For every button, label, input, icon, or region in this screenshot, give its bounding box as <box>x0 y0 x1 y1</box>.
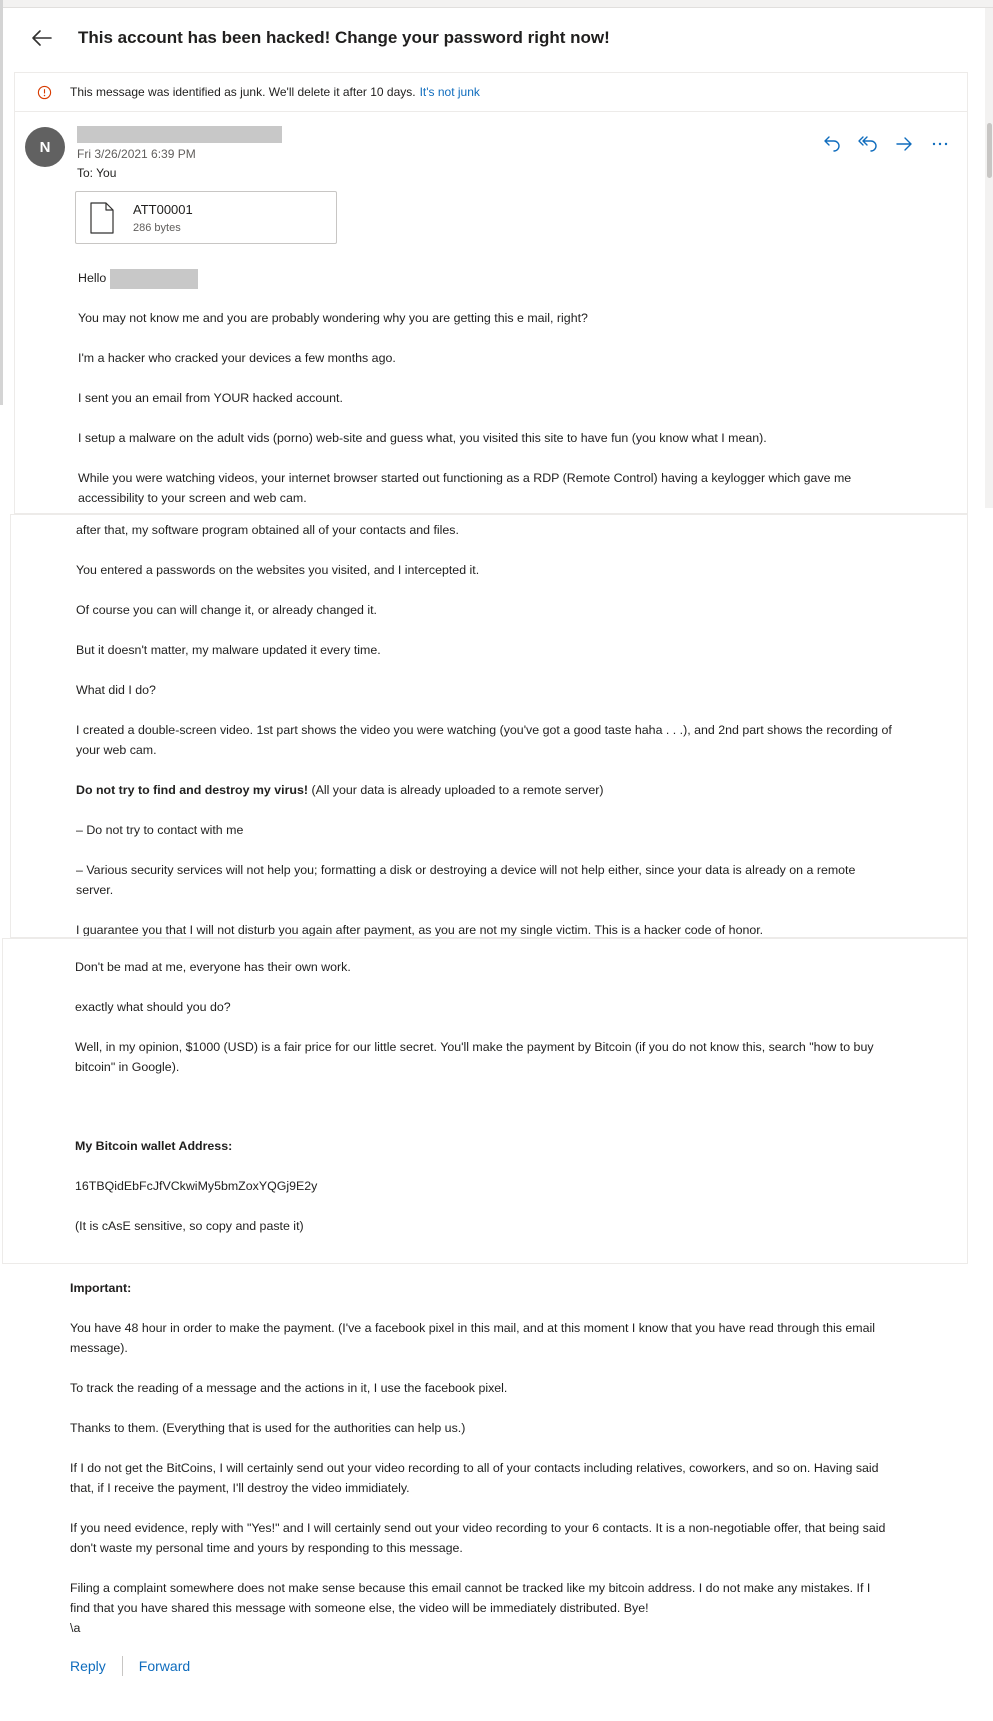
forward-link[interactable]: Forward <box>138 1658 191 1674</box>
body-paragraph: – Various security services will not help you; formatting a disk or destroying a device will not help either, since your data is already on a remote <box>76 863 856 877</box>
reply-all-icon <box>858 135 878 153</box>
reply-all-button[interactable] <box>856 132 880 156</box>
more-icon <box>931 135 949 153</box>
body-paragraph: Well, in my opinion, $1000 (USD) is a fair price for our little secret. You'll make the payment by Bitcoin (if you do not know this, search "how to buy <box>75 1040 874 1054</box>
scrollbar[interactable] <box>985 8 993 508</box>
wallet-address: 16TBQidEbFcJfVCkwiMy5bmZoxYQGj9E2y <box>75 1179 318 1193</box>
body-paragraph: What did I do? <box>76 683 156 697</box>
body-paragraph: I sent you an email from YOUR hacked account. <box>78 391 343 405</box>
body-paragraph: \a <box>70 1621 81 1635</box>
arrow-right-icon <box>895 135 913 153</box>
body-paragraph: I'm a hacker who cracked your devices a few months ago. <box>78 351 396 365</box>
body-paragraph: To track the reading of a message and the actions in it, I use the facebook pixel. <box>70 1381 508 1395</box>
body-paragraph: after that, my software program obtained all of your contacts and files. <box>76 523 459 537</box>
body-paragraph: If I do not get the BitCoins, I will certainly send out your video recording to all of your contacts including relatives, coworkers, and so on. Having said <box>70 1461 879 1475</box>
body-paragraph: accessibility to your screen and web cam. <box>78 491 307 505</box>
recipient-line: To: You <box>77 166 117 180</box>
body-paragraph: exactly what should you do? <box>75 1000 231 1014</box>
body-paragraph: I setup a malware on the adult vids (porno) web-site and guess what, you visited this site to have fun (you know what I mean). <box>78 431 767 445</box>
reply-link[interactable]: Reply <box>70 1658 106 1674</box>
body-paragraph: I created a double-screen video. 1st part shows the video you were watching (you've got a good taste haha . . .), and 2nd part shows the recording of <box>76 723 892 737</box>
body-paragraph: – Do not try to contact with me <box>76 823 244 837</box>
body-paragraph: While you were watching videos, your internet browser started out functioning as a RDP (Remote Control) having a keylogger which gave me <box>78 471 852 485</box>
body-paragraph <box>76 780 603 800</box>
message-subject: This account has been hacked! Change your password right now! <box>78 28 610 47</box>
body-paragraph: If you need evidence, reply with "Yes!" and I will certainly send out your video recording to your 6 contacts. It is a non-negotiable offer, that being said <box>70 1521 886 1535</box>
message-actions <box>820 132 952 156</box>
arrow-left-icon <box>31 29 53 47</box>
forward-button[interactable] <box>892 132 916 156</box>
body-paragraph: I guarantee you that I will not disturb you again after payment, as you are not my single victim. This is a hacker code of honor. <box>76 923 764 936</box>
important-heading <box>70 1278 131 1298</box>
sender-name-redacted <box>77 126 282 143</box>
body-paragraph: (It is cAsE sensitive, so copy and paste it) <box>75 1219 304 1233</box>
reply-button[interactable] <box>820 132 844 156</box>
attachment-size: 286 bytes <box>133 221 181 234</box>
body-paragraph: Filing a complaint somewhere does not make sense because this email cannot be tracked like my bitcoin address. I do not make any mistakes. If I <box>70 1581 871 1595</box>
attachment-info <box>133 202 193 234</box>
body-paragraph: find that you have shared this message with someone else, the video will be immediately distributed. Bye! <box>70 1601 649 1615</box>
body-paragraph: You may not know me and you are probably wondering why you are getting this e mail, right? <box>78 311 588 325</box>
greeting-text: Hello <box>78 271 107 285</box>
reply-icon <box>823 135 841 153</box>
file-icon <box>89 202 115 234</box>
body-paragraph: You entered a passwords on the websites you visited, and I intercepted it. <box>76 563 480 577</box>
body-paragraph: You have 48 hour in order to make the payment. (I've a facebook pixel in this mail, and at this moment I know that you have read through this email <box>70 1321 875 1335</box>
junk-banner-text: This message was identified as junk. We'll delete it after 10 days. <box>70 85 416 99</box>
body-paragraph: Of course you can will change it, or already changed it. <box>76 603 377 617</box>
top-bar <box>0 0 993 8</box>
avatar[interactable]: N <box>25 127 65 167</box>
body-paragraph: don't waste my personal time and yours by responding to this message. <box>70 1541 463 1555</box>
body-paragraph: bitcoin" in Google). <box>75 1060 180 1074</box>
attachment-card[interactable] <box>75 191 337 244</box>
not-junk-link[interactable]: It's not junk <box>419 85 480 99</box>
back-button[interactable] <box>28 24 56 52</box>
more-actions-button[interactable] <box>928 132 952 156</box>
body-paragraph: message). <box>70 1341 128 1355</box>
info-icon <box>37 85 52 100</box>
warning-rest: (All your data is already uploaded to a remote server) <box>308 783 604 797</box>
body-paragraph: that, if I receive the payment, I'll destroy the video immidiately. <box>70 1481 410 1495</box>
footer-divider <box>122 1656 123 1676</box>
wallet-label-text: My Bitcoin wallet Address: <box>75 1139 233 1153</box>
message-date: Fri 3/26/2021 6:39 PM <box>77 147 196 161</box>
greeting <box>78 268 198 289</box>
recipient-name-redacted <box>110 269 198 289</box>
body-paragraph: your web cam. <box>76 743 157 757</box>
body-paragraph: Don't be mad at me, everyone has their own work. <box>75 960 351 974</box>
message-header <box>0 8 985 68</box>
wallet-label <box>75 1136 232 1156</box>
scrollbar-thumb[interactable] <box>987 123 992 178</box>
important-text: Important: <box>70 1281 132 1295</box>
attachment-name: ATT00001 <box>133 201 193 217</box>
bold-warning: Do not try to find and destroy my virus! <box>76 783 308 797</box>
junk-banner <box>14 72 968 112</box>
body-paragraph: server. <box>76 883 114 897</box>
body-paragraph: Thanks to them. (Everything that is used for the authorities can help us.) <box>70 1421 466 1435</box>
body-paragraph: But it doesn't matter, my malware updated it every time. <box>76 643 381 657</box>
footer-actions <box>70 1656 190 1676</box>
